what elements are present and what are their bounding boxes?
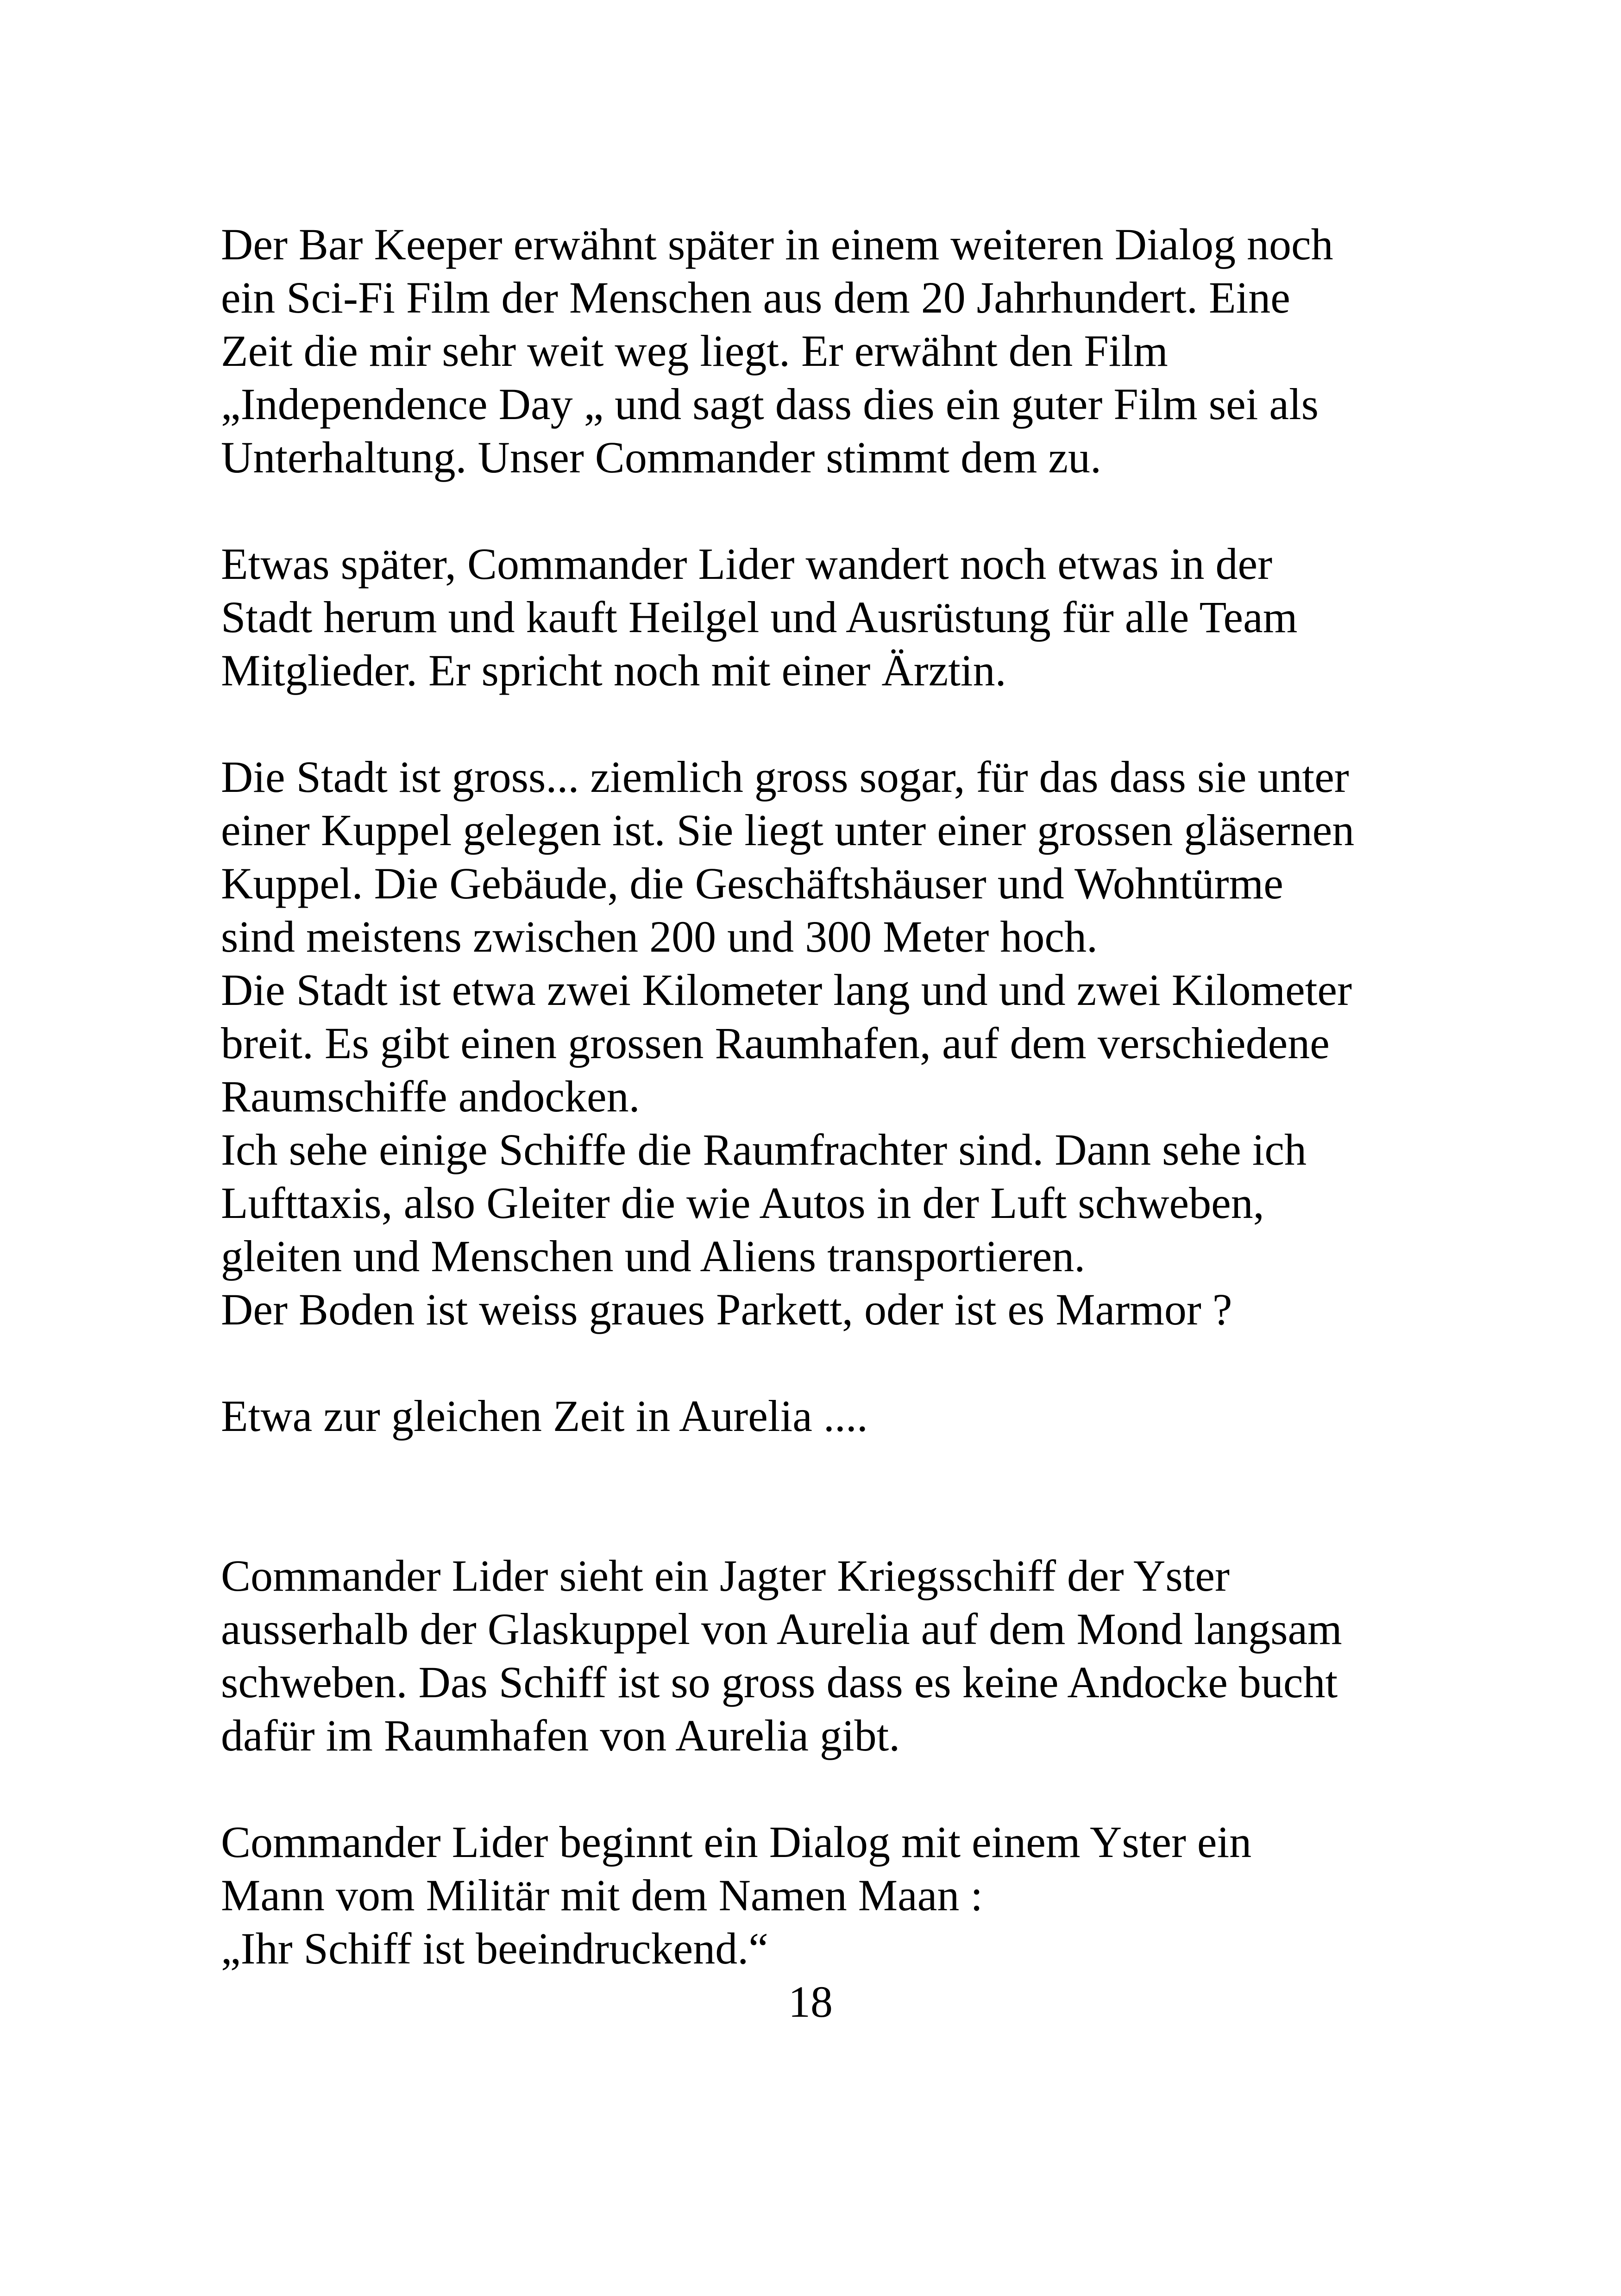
text-line: Ich sehe einige Schiffe die Raumfrachter sind. Dann sehe ich: [221, 1125, 1307, 1174]
paragraph-1: [221, 218, 1471, 484]
text-line: Raumschiffe andocken.: [221, 1072, 640, 1121]
page-number: 18: [788, 1977, 833, 2026]
text-line: Kuppel. Die Gebäude, die Geschäftshäuser und Wohntürme: [221, 859, 1283, 908]
text-line: Mitglieder. Er spricht noch mit einer Ärztin.: [221, 646, 1006, 695]
paragraph-5: [221, 1549, 1471, 1762]
text-line: Etwas später, Commander Lider wandert noch etwas in der: [221, 539, 1273, 589]
text-line: dafür im Raumhafen von Aurelia gibt.: [221, 1711, 900, 1760]
text-line: breit. Es gibt einen grossen Raumhafen, auf dem verschiedene: [221, 1018, 1330, 1068]
text-line: gleiten und Menschen und Aliens transportieren.: [221, 1231, 1086, 1281]
text-line: schweben. Das Schiff ist so gross dass es keine Andocke bucht: [221, 1657, 1338, 1707]
text-line: Die Stadt ist gross... ziemlich gross sogar, für das dass sie unter: [221, 752, 1349, 802]
text-line: Der Boden ist weiss graues Parkett, oder ist es Marmor ?: [221, 1285, 1232, 1334]
paragraph-6: [221, 1815, 1471, 1975]
text-line: sind meistens zwischen 200 und 300 Meter hoch.: [221, 912, 1098, 961]
text-line: ein Sci-Fi Film der Menschen aus dem 20 Jahrhundert. Eine: [221, 273, 1290, 322]
text-line: Commander Lider sieht ein Jagter Kriegsschiff der Yster: [221, 1551, 1230, 1600]
text-line: Stadt herum und kauft Heilgel und Ausrüstung für alle Team: [221, 592, 1298, 642]
paragraph-2: [221, 537, 1471, 697]
text-line: ausserhalb der Glaskuppel von Aurelia auf dem Mond langsam: [221, 1604, 1342, 1654]
text-line: „Ihr Schiff ist beeindruckend.“: [221, 1924, 768, 1973]
paragraph-4: [221, 1389, 1471, 1443]
text-line: Zeit die mir sehr weit weg liegt. Er erwähnt den Film: [221, 326, 1168, 376]
text-line: Mann vom Militär mit dem Namen Maan :: [221, 1870, 983, 1920]
paragraph-3: [221, 750, 1471, 1336]
text-line: Etwa zur gleichen Zeit in Aurelia ....: [221, 1391, 868, 1441]
text-line: Der Bar Keeper erwähnt später in einem weiteren Dialog noch: [221, 220, 1333, 269]
text-line: Lufttaxis, also Gleiter die wie Autos in der Luft schweben,: [221, 1178, 1264, 1228]
text-line: „Independence Day „ und sagt dass dies ein guter Film sei als: [221, 379, 1319, 429]
text-line: Die Stadt ist etwa zwei Kilometer lang und und zwei Kilometer: [221, 965, 1352, 1015]
text-line: Unterhaltung. Unser Commander stimmt dem zu.: [221, 433, 1101, 482]
text-line: Commander Lider beginnt ein Dialog mit einem Yster ein: [221, 1817, 1252, 1867]
text-line: einer Kuppel gelegen ist. Sie liegt unter einer grossen gläsernen: [221, 805, 1355, 855]
